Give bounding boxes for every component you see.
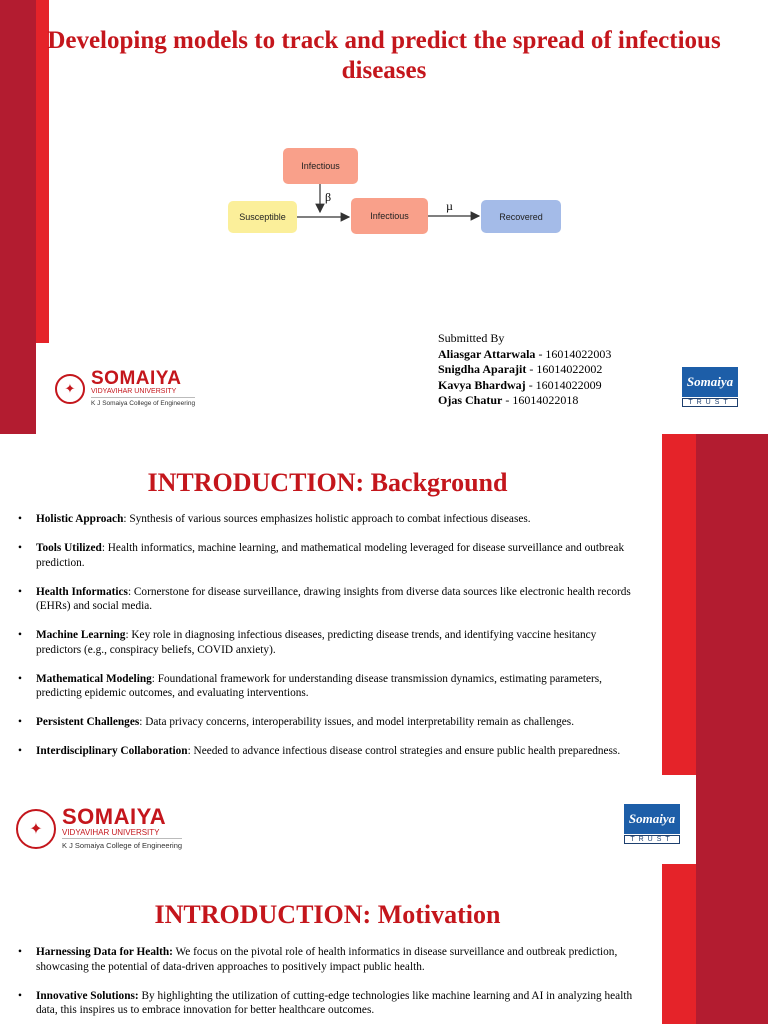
somaiya-trust-logo: Somaiya TRUST: [624, 804, 680, 844]
submitted-by-block: [438, 331, 611, 409]
bullet-list: [18, 945, 643, 1024]
list-item: • Interdisciplinary Collaboration: Needed to advance infectious disease control strategies and ensure public health preparedness.: [18, 745, 621, 757]
list-item: • Health Informatics: Cornerstone for disease surveillance, drawing insights from diverse data sources like electronic health records (EHRs) and social media.: [18, 585, 631, 612]
member-line: Snigdha Aparajit - 16014022002: [438, 362, 603, 376]
background-slide: [0, 434, 768, 864]
university-seal-icon: ✦: [55, 374, 85, 404]
list-item: • Mathematical Modeling: Foundational framework for understanding disease transmission dynamics, estimating parameters, predicting epidemic outcomes, and evaluating interventions.: [18, 672, 602, 699]
node-susceptible: Susceptible: [228, 201, 297, 233]
member-line: Kavya Bhardwaj - 16014022009: [438, 377, 602, 392]
beta-label: β: [325, 190, 332, 204]
member-line: Aliasgar Attarwala - 16014022003: [438, 346, 612, 361]
title-slide: [0, 0, 768, 434]
slide-title: INTRODUCTION: Background: [147, 468, 508, 497]
node-infectious-top: Infectious: [283, 148, 358, 184]
right-dark-bar: [696, 864, 768, 1024]
slide-title: Developing models to track and predict the spread of infectious diseases: [47, 27, 721, 84]
somaiya-university-logo: ✦ SOMAIYA VIDYAVIHAR UNIVERSITY K J Somaiya College of Engineering: [16, 806, 182, 851]
slide-title: INTRODUCTION: Motivation: [154, 900, 501, 929]
node-recovered: Recovered: [481, 200, 561, 233]
list-item: • Persistent Challenges: Data privacy concerns, interoperability issues, and model interpretability remain as challenges.: [18, 716, 575, 728]
right-accent-bar: [662, 864, 696, 1024]
list-item: • Holistic Approach: Synthesis of various sources emphasizes holistic approach to combat infectious diseases.: [18, 513, 531, 525]
member-line: Ojas Chatur - 16014022018: [438, 393, 579, 407]
bullet-list: [18, 512, 643, 773]
submitted-by-heading: Submitted By: [438, 331, 505, 345]
node-infectious: Infectious: [351, 198, 428, 234]
list-item: • Tools Utilized: Health informatics, machine learning, and mathematical modeling leveraged for disease surveillance and outbreak prediction.: [18, 542, 625, 569]
motivation-slide: [0, 864, 768, 1024]
somaiya-university-logo: ✦ SOMAIYA VIDYAVIHAR UNIVERSITY K J Somaiya College of Engineering: [55, 369, 195, 409]
somaiya-trust-logo: Somaiya TRUST: [682, 367, 738, 407]
right-accent-bar: [662, 434, 696, 775]
list-item: • Harnessing Data for Health: We focus on the pivotal role of health informatics in disease surveillance and outbreak prediction, showcasing the potential of data-driven approaches to positively impact public health.: [18, 946, 618, 973]
list-item: • Innovative Solutions: By highlighting the utilization of cutting-edge technologies like machine learning and AI in analyzing health data, this inspires us to embrace innovation for better healthcare outcomes.: [18, 989, 633, 1016]
mu-label: µ: [446, 199, 453, 213]
list-item: • Machine Learning: Key role in diagnosing infectious diseases, predicting disease trends, and identifying vaccine hesitancy predictors (e.g., conspiracy beliefs, COVID anxiety).: [18, 629, 597, 656]
right-dark-bar: [696, 434, 768, 864]
university-seal-icon: ✦: [16, 809, 56, 849]
